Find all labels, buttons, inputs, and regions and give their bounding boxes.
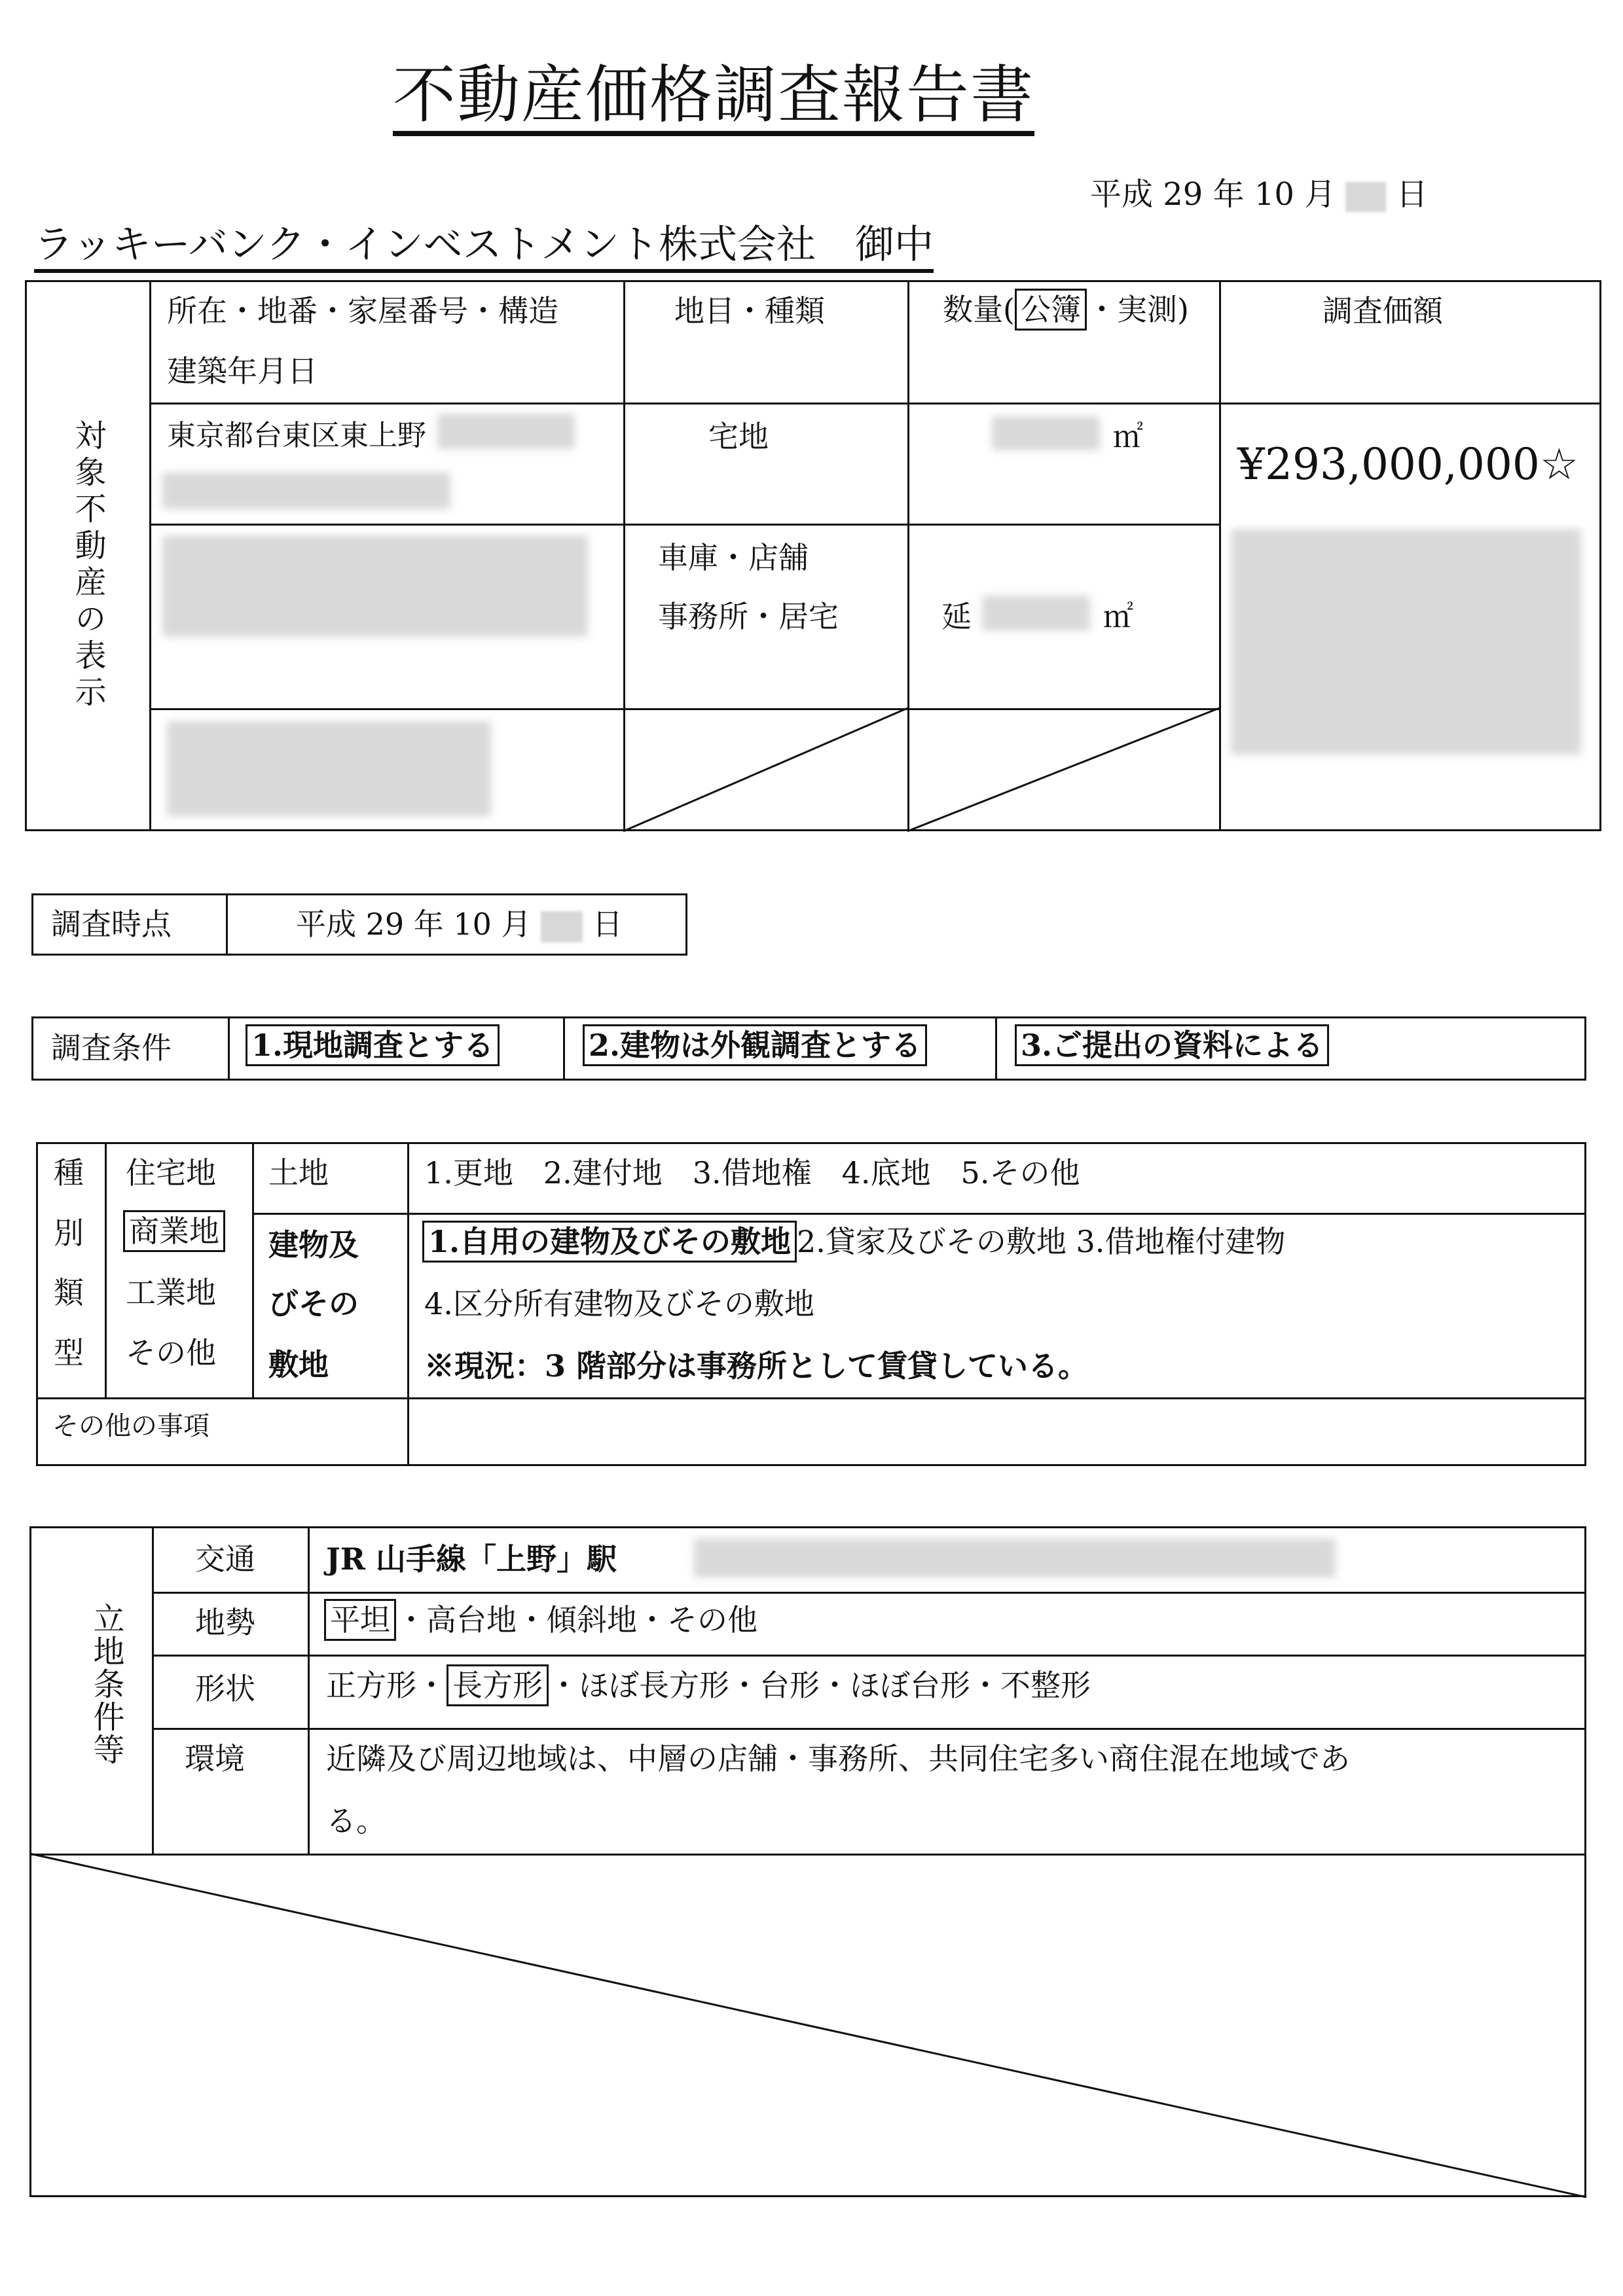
traffic-value: JR 山手線「上野」駅 [326,1541,617,1577]
redacted-building-info [162,535,588,637]
building-options-line1: 1.自用の建物及びその敷地 2.貸家及びその敷地 3.借地権付建物 [422,1224,1285,1260]
shape-value: 正方形・ 長方形 ・ほぼ長方形・台形・ほぼ台形・不整形 [326,1668,1091,1704]
zone-industrial: 工業地 [126,1275,216,1310]
building-type-1: 車庫・店舗 [658,540,809,575]
redacted-traffic-detail [694,1538,1336,1577]
building-label-3: 敷地 [268,1347,329,1382]
survey-time-label: 調査時点 [51,906,172,942]
quantity-selected: 公簿 [1015,289,1087,331]
land-unit: ㎡ [1113,419,1143,454]
condition-2: 2.建物は外観調査とする [583,1028,927,1064]
land-address: 東京都台東区東上野 [167,419,426,452]
page-title: 不動産価格調査報告書 [393,62,1034,136]
building-label-2: びその [268,1286,359,1321]
addressee: ラッキーバンク・インベストメント株式会社 御中 [34,223,934,273]
terrain-label: 地勢 [195,1605,255,1640]
floor-area-prefix: 延 [941,599,972,634]
survey-price: ¥293,000,000☆ [1237,439,1579,490]
survey-time-value: 平成 29 年 10 月 日 [296,906,623,942]
shape-label: 形状 [195,1671,255,1706]
diagonal-strike-2 [907,708,1219,831]
location-side-label: 立地条件等 [88,1602,124,1766]
condition-1: 1.現地調査とする [246,1028,500,1064]
zone-commercial: 商業地 [123,1213,225,1249]
redacted-structure-info [167,721,491,816]
building-label-1: 建物及 [268,1227,359,1263]
redacted-address-1 [437,414,575,449]
redacted-land-area [992,416,1100,450]
environment-label: 環境 [185,1741,245,1776]
other-matters-label: その他の事項 [52,1411,210,1441]
traffic-label: 交通 [195,1541,255,1577]
land-label: 土地 [268,1155,329,1191]
floor-area-unit: ㎡ [1103,599,1133,634]
survey-conditions-label: 調査条件 [51,1030,172,1066]
terrain-value: 平坦 ・高台地・傾斜地・その他 [324,1602,757,1638]
report-date: 平成 29 年 10 月 日 [1090,176,1428,213]
header-land-category: 地目・種類 [674,293,825,329]
redacted-address-2 [162,473,450,509]
building-options-line2: 4.区分所有建物及びその敷地 [424,1286,814,1321]
condition-3: 3.ご提出の資料による [1015,1028,1329,1064]
header-build-date: 建築年月日 [167,353,318,389]
header-location: 所在・地番・家屋番号・構造 [167,293,558,329]
land-options: 1.更地 2.建付地 3.借地権 4.底地 5.その他 [424,1155,1080,1191]
redacted-price-details [1231,529,1581,755]
environment-line2: る。 [326,1803,386,1839]
property-side-label: 対象不動産の表示 [69,419,106,712]
header-quantity: 数量( 公簿 ・実測) [943,292,1189,328]
environment-line1: 近隣及び周辺地域は、中層の店舗・事務所、共同住宅多い商住混在地域であ [326,1741,1350,1776]
building-type-2: 事務所・居宅 [658,599,839,634]
redacted-floor-area [982,596,1090,631]
diagonal-strike-3 [29,1854,1586,2197]
land-category: 宅地 [708,419,769,454]
redacted-day [1345,182,1386,212]
zone-other: その他 [126,1335,216,1371]
zone-residential: 住宅地 [126,1155,216,1191]
redacted-survey-day [541,911,583,942]
header-price: 調査価額 [1322,293,1443,329]
diagonal-strike-1 [623,708,907,831]
current-status-note: ※現況：3 階部分は事務所として賃貸している。 [424,1348,1089,1384]
